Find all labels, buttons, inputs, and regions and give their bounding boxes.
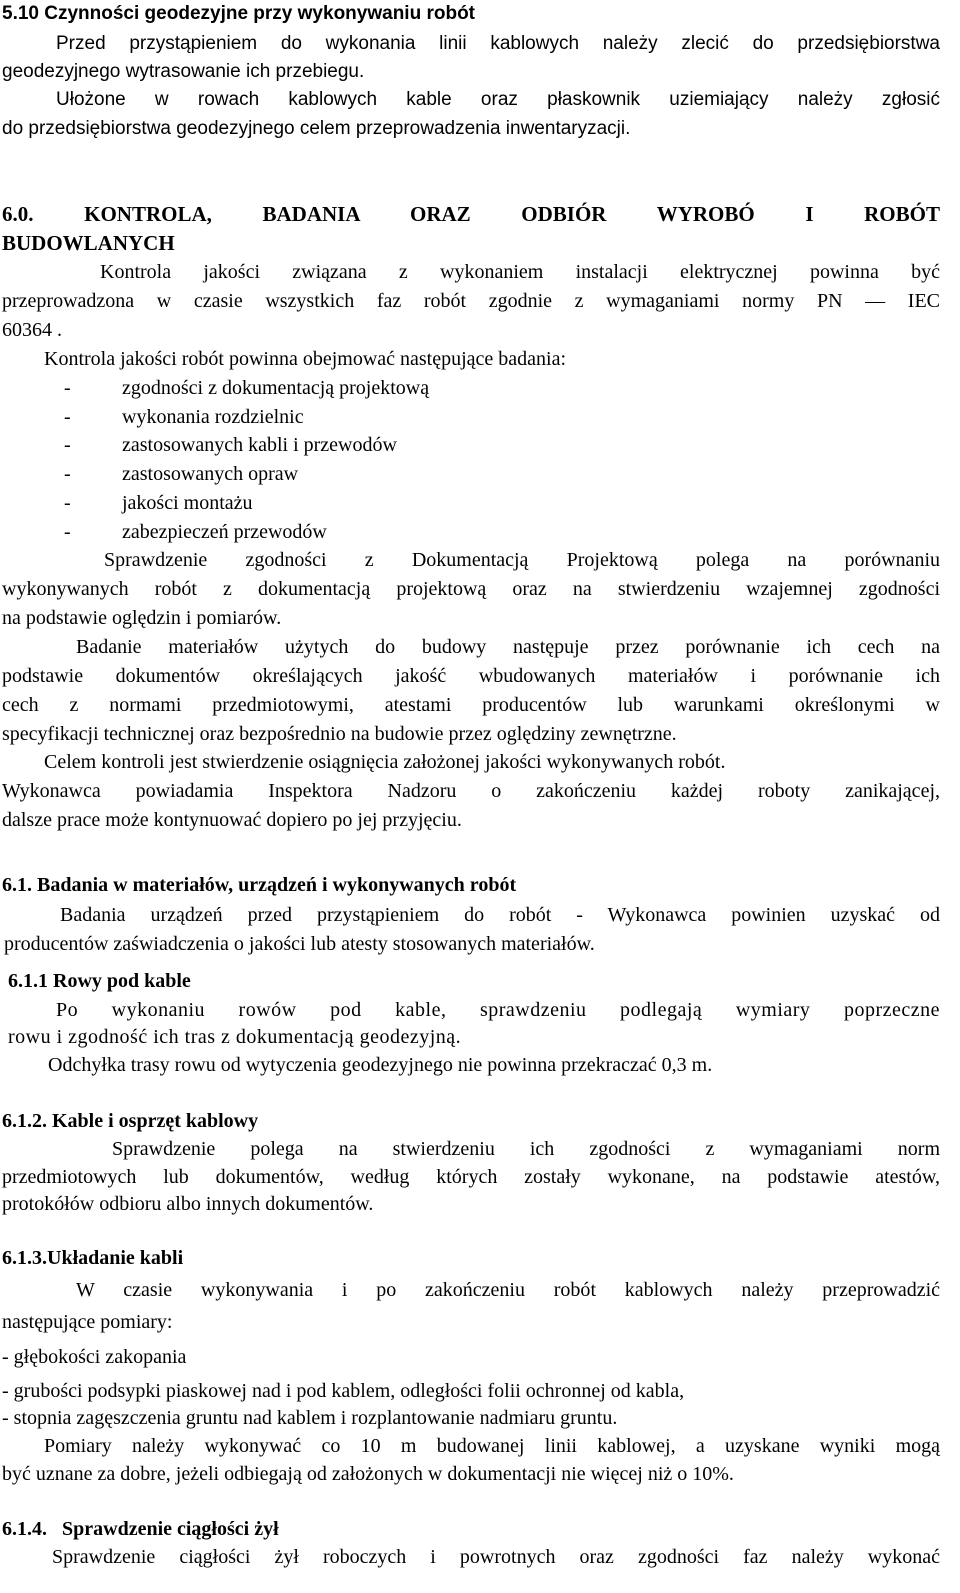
list-item: - zabezpieczeń przewodów xyxy=(64,521,327,543)
paragraph-line: cech z normami przedmiotowymi, atestami producentów lub warunkami określonymi w xyxy=(2,694,940,716)
paragraph-line: Wykonawca powiadamia Inspektora Nadzoru o zakończeniu każdej roboty zanikającej, xyxy=(2,780,940,802)
paragraph-line: przedmiotowych lub dokumentów, według których zostały wykonane, na podstawie atestów, xyxy=(2,1166,940,1188)
list-item: - zastosowanych opraw xyxy=(64,463,299,485)
list-item: - grubości podsypki piaskowej nad i pod kablem, odległości folii ochronnej od kabla, xyxy=(2,1380,685,1402)
paragraph-line: przeprowadzona w czasie wszystkich faz robót zgodnie z wymaganiami normy PN — IEC xyxy=(2,290,940,312)
paragraph-line: Ułożone w rowach kablowych kable oraz płaskownik uziemiający należy zgłosić xyxy=(56,89,940,110)
paragraph-line: rowu i zgodność ich tras z dokumentacją geodezyjną. xyxy=(8,1026,462,1048)
paragraph-line: 60364 . xyxy=(2,319,62,341)
paragraph-line: wykonywanych robót z dokumentacją projektową oraz na stwierdzeniu wzajemnej zgodności xyxy=(2,578,940,600)
paragraph-line: Sprawdzenie zgodności z Dokumentacją Projektową polega na porównaniu xyxy=(104,549,940,571)
paragraph-line: Pomiary należy wykonywać co 10 m budowanej linii kablowej, a uzyskane wyniki mogą xyxy=(44,1435,940,1457)
paragraph-line: do przedsiębiorstwa geodezyjnego celem przeprowadzenia inwentaryzacji. xyxy=(2,118,631,139)
paragraph-line: Badanie materiałów użytych do budowy następuje przez porównanie ich cech na xyxy=(76,636,940,658)
paragraph-line: producentów zaświadczenia o jakości lub atesty stosowanych materiałów. xyxy=(4,933,595,955)
paragraph-line: być uznane za dobre, jeżeli odbiegają od założonych w dokumentacji nie więcej niż o 10%. xyxy=(2,1463,734,1485)
paragraph-line: W czasie wykonywania i po zakończeniu robót kablowych należy przeprowadzić xyxy=(76,1279,940,1301)
paragraph-line: Celem kontroli jest stwierdzenie osiągnięcia założonej jakości wykonywanych robót. xyxy=(44,751,726,773)
paragraph-line: Badania urządzeń przed przystąpieniem do robót - Wykonawca powinien uzyskać od xyxy=(60,904,940,926)
list-item: - jakości montażu xyxy=(64,492,253,514)
paragraph-line: geodezyjnego wytrasowanie ich przebiegu. xyxy=(2,61,365,82)
list-item: - zastosowanych kabli i przewodów xyxy=(64,434,397,456)
paragraph-line: Sprawdzenie polega na stwierdzeniu ich zgodności z wymaganiami norm xyxy=(112,1138,940,1160)
section-6-1-1-heading: 6.1.1 Rowy pod kable xyxy=(8,970,191,992)
list-item: - stopnia zagęszczenia gruntu nad kablem i rozplantowanie nadmiaru gruntu. xyxy=(2,1407,618,1429)
list-item: - zgodności z dokumentacją projektową xyxy=(64,377,430,399)
section-6-0-heading-cont: BUDOWLANYCH xyxy=(2,231,175,255)
section-6-1-4-heading: 6.1.4. Sprawdzenie ciągłości żył xyxy=(2,1518,279,1540)
paragraph-line: Kontrola jakości robót powinna obejmować następujące badania: xyxy=(44,348,567,370)
paragraph-line: Przed przystąpieniem do wykonania linii kablowych należy zlecić do przedsiębiorstwa xyxy=(56,33,940,54)
paragraph-line: Po wykonaniu rowów pod kable, sprawdzeniu podlegają wymiary poprzeczne xyxy=(56,999,940,1021)
section-6-1-2-heading: 6.1.2. Kable i osprzęt kablowy xyxy=(2,1110,259,1132)
paragraph-line: specyfikacji technicznej oraz bezpośrednio na budowie przez oględziny zewnętrzne. xyxy=(2,723,677,745)
paragraph-line: Kontrola jakości związana z wykonaniem instalacji elektrycznej powinna być xyxy=(100,261,940,283)
paragraph-line: podstawie dokumentów określających jakość wbudowanych materiałów i porównanie ich xyxy=(2,665,940,687)
section-6-1-heading: 6.1. Badania w materiałów, urządzeń i wykonywanych robót xyxy=(2,874,517,896)
paragraph-line: protokółów odbioru albo innych dokumentów. xyxy=(2,1193,374,1215)
list-item: - głębokości zakopania xyxy=(2,1346,187,1368)
paragraph-line: dalsze prace może kontynuować dopiero po jej przyjęciu. xyxy=(2,809,462,831)
section-5-10-heading: 5.10 Czynności geodezyjne przy wykonywaniu robót xyxy=(2,3,475,24)
list-item: - wykonania rozdzielnic xyxy=(64,406,304,428)
section-6-1-3-heading: 6.1.3.Układanie kabli xyxy=(2,1247,184,1269)
paragraph-line: Sprawdzenie ciągłości żył roboczych i powrotnych oraz zgodności faz należy wykonać xyxy=(52,1546,940,1568)
paragraph-line: Odchyłka trasy rowu od wytyczenia geodezyjnego nie powinna przekraczać 0,3 m. xyxy=(48,1054,713,1076)
section-6-0-heading: 6.0. KONTROLA, BADANIA ORAZ ODBIÓR WYROBÓ I ROBÓT xyxy=(2,202,940,226)
paragraph-line: na podstawie oględzin i pomiarów. xyxy=(2,607,282,629)
paragraph-line: następujące pomiary: xyxy=(2,1311,173,1333)
